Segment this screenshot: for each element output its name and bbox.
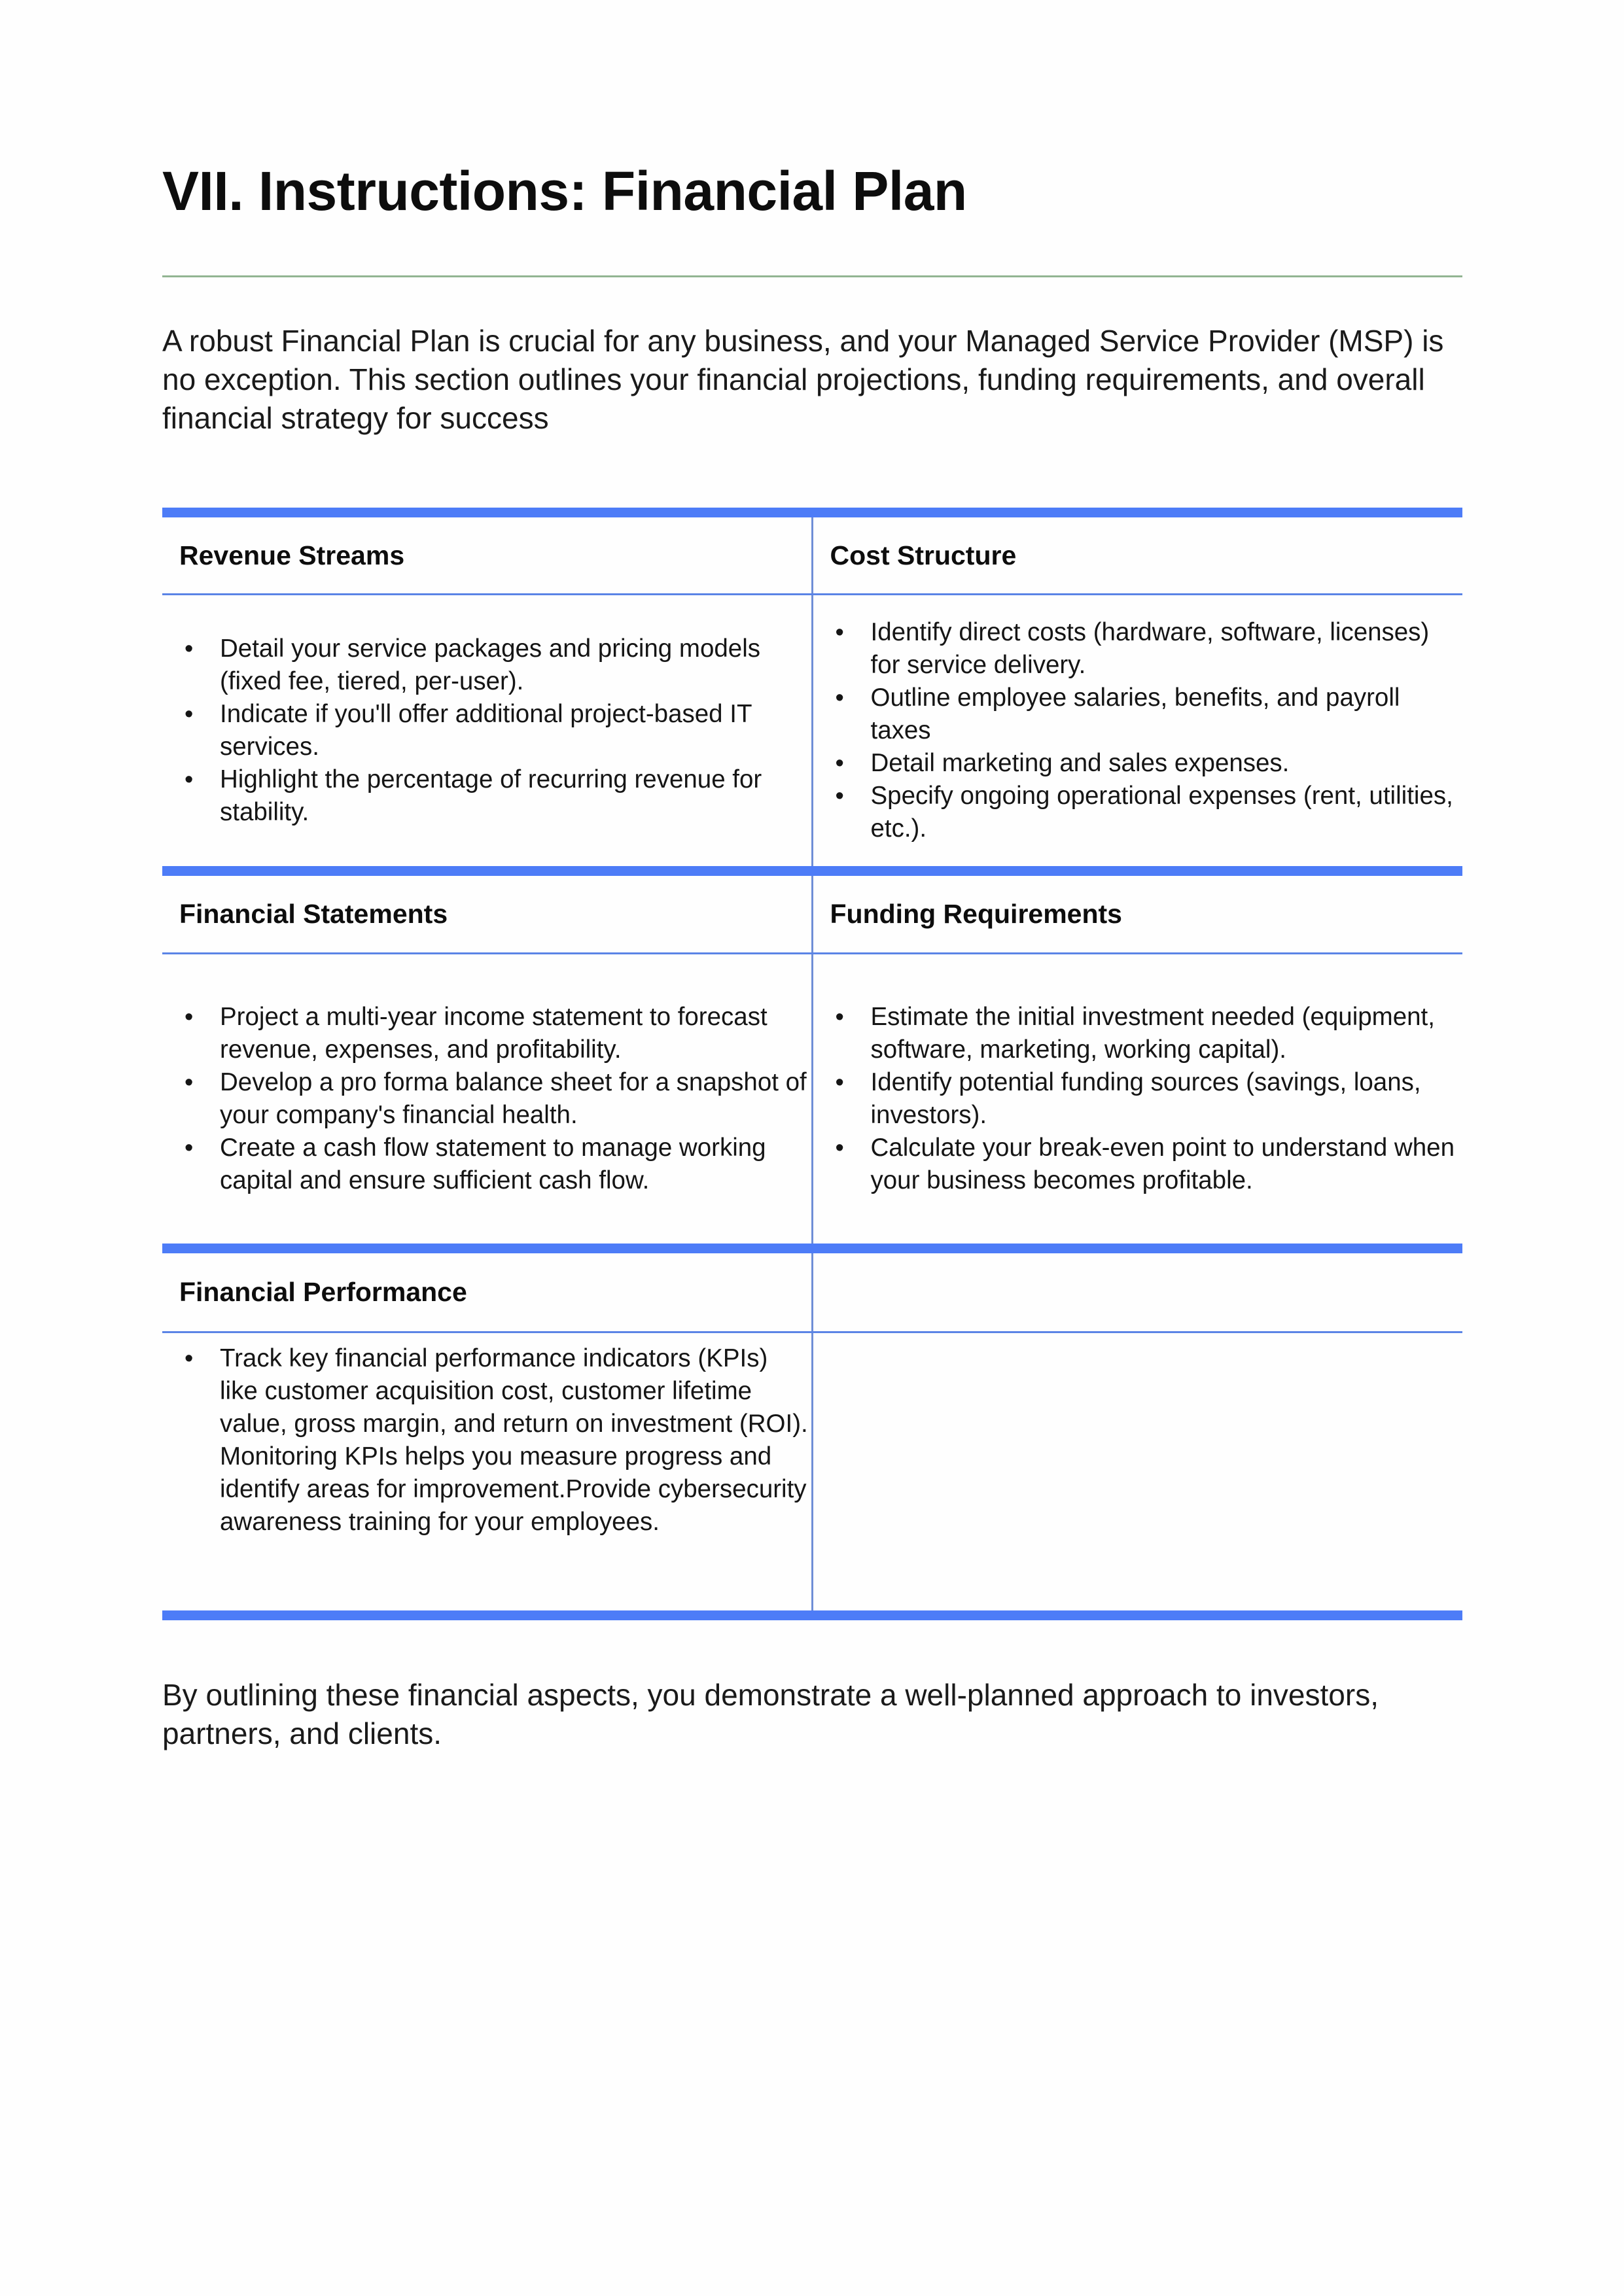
cell-revenue-streams bbox=[162, 595, 812, 871]
cell-heading-financial-statements: Financial Statements bbox=[162, 876, 812, 954]
table-body-row bbox=[162, 595, 1462, 871]
list-item: • Identify potential funding sources (savings, loans, investors). bbox=[871, 1066, 1463, 1132]
table-header-row bbox=[162, 517, 1462, 595]
list-item: • Indicate if you'll offer additional project-based IT services. bbox=[220, 698, 811, 763]
table-body-row bbox=[162, 954, 1462, 1249]
cell-heading-revenue-streams: Revenue Streams bbox=[162, 517, 812, 595]
cell-heading-financial-performance: Financial Performance bbox=[162, 1253, 812, 1332]
bullet-list bbox=[162, 1001, 811, 1197]
page-title: VII. Instructions: Financial Plan bbox=[162, 160, 967, 222]
cell-heading-cost-structure: Cost Structure bbox=[812, 517, 1462, 595]
table-header-row bbox=[162, 876, 1462, 954]
list-item: • Outline employee salaries, benefits, and payroll taxes bbox=[871, 682, 1463, 747]
bullet-list bbox=[813, 616, 1463, 845]
list-item: • Detail marketing and sales expenses. bbox=[871, 747, 1463, 780]
list-item: • Develop a pro forma balance sheet for a snapshot of your company's financial health. bbox=[220, 1066, 811, 1132]
list-item: • Estimate the initial investment needed (equipment, software, marketing, working capital). bbox=[871, 1001, 1463, 1066]
list-item: • Highlight the percentage of recurring revenue for stability. bbox=[220, 763, 811, 829]
financial-plan-table bbox=[162, 508, 1462, 1620]
title-divider bbox=[162, 275, 1462, 277]
list-item: • Calculate your break-even point to understand when your business becomes profitable. bbox=[871, 1132, 1463, 1197]
closing-paragraph: By outlining these financial aspects, you demonstrate a well-planned approach to investors, partners, and clients. bbox=[162, 1678, 1379, 1750]
cell-heading-empty bbox=[812, 1253, 1462, 1332]
table-body-row bbox=[162, 1332, 1462, 1616]
bullet-list bbox=[162, 633, 811, 829]
table-header-row bbox=[162, 1253, 1462, 1332]
bullet-list bbox=[813, 1001, 1463, 1197]
table-row-separator bbox=[162, 1249, 1462, 1254]
cell-cost-structure bbox=[812, 595, 1462, 871]
bullet-list bbox=[162, 1342, 811, 1539]
table-bottom-border bbox=[162, 1616, 1462, 1621]
list-item: • Identify direct costs (hardware, software, licenses) for service delivery. bbox=[871, 616, 1463, 682]
table-row-separator bbox=[162, 513, 1462, 518]
intro-paragraph: A robust Financial Plan is crucial for any business, and your Managed Service Provider (MSP) is no exception. This section outlines your financial projections, funding requirements, and overall financial strategy for success bbox=[162, 324, 1444, 435]
cell-heading-funding-requirements: Funding Requirements bbox=[812, 876, 1462, 954]
cell-empty bbox=[812, 1332, 1462, 1616]
cell-funding-requirements bbox=[812, 954, 1462, 1249]
cell-financial-performance bbox=[162, 1332, 812, 1616]
list-item: • Project a multi-year income statement to forecast revenue, expenses, and profitability. bbox=[220, 1001, 811, 1066]
list-item: • Track key financial performance indicators (KPIs) like customer acquisition cost, customer lifetime value, gross margin, and return on investment (ROI). Monitoring KPIs helps you measure progress and identify areas for improvement.Provide cybersecurity awareness training for your employees. bbox=[220, 1342, 811, 1539]
list-item: • Specify ongoing operational expenses (rent, utilities, etc.). bbox=[871, 780, 1463, 845]
cell-financial-statements bbox=[162, 954, 812, 1249]
list-item: • Detail your service packages and pricing models (fixed fee, tiered, per-user). bbox=[220, 633, 811, 698]
list-item: • Create a cash flow statement to manage working capital and ensure sufficient cash flow. bbox=[220, 1132, 811, 1197]
table-row-separator bbox=[162, 871, 1462, 877]
